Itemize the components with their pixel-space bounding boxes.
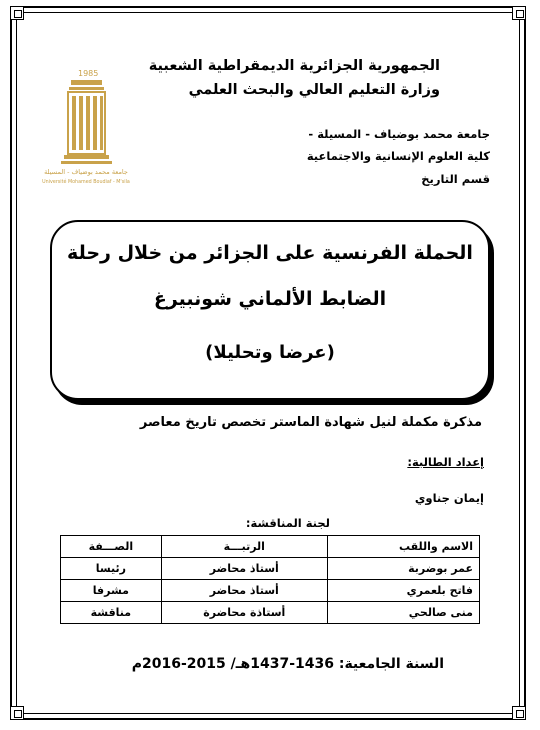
header-role: الصـــفة	[61, 536, 162, 558]
student-name: إيمان جناوي	[414, 491, 484, 505]
department-name: قسم التاريخ	[421, 172, 490, 186]
member-name: فاتح بلعمري	[327, 580, 479, 602]
thesis-title-line-2: الضابط الألماني شونبيرغ	[153, 288, 387, 310]
member-name: منى صالحي	[327, 602, 479, 624]
university-logo	[28, 66, 168, 190]
faculty-name: كلية العلوم الإنسانية والاجتماعية	[306, 149, 490, 163]
logo-name-latin: Université Mohamed Boudiaf - M'sila	[42, 180, 130, 185]
corner-ornament-top-right	[512, 6, 526, 20]
table-header-row	[61, 536, 480, 558]
member-role: مناقشة	[61, 602, 162, 624]
committee-table	[60, 535, 480, 624]
republic-heading: الجمهورية الجزائرية الديمقراطية الشعبية	[148, 58, 440, 74]
logo-year: 1985	[78, 69, 99, 78]
ministry-heading: وزارة التعليم العالي والبحث العلمي	[188, 82, 440, 98]
table-row	[61, 580, 480, 602]
academic-year: السنة الجامعية: 1436-1437هـ/ 2015-2016م	[131, 656, 444, 672]
prepared-by-label: إعداد الطالبة:	[407, 455, 484, 469]
committee-label: لجنة المناقشة:	[245, 516, 330, 530]
memo-description: مذكرة مكملة لنيل شهادة الماستر تخصص تاريخ معاصر	[139, 415, 482, 430]
thesis-title-line-3: (عرضا وتحليلا)	[205, 342, 335, 363]
member-rank: أستاذ محاضر	[161, 558, 327, 580]
table-row	[61, 602, 480, 624]
member-role: مشرفا	[61, 580, 162, 602]
corner-ornament-bottom-left	[10, 706, 24, 720]
member-rank: أستاذة محاضرة	[161, 602, 327, 624]
member-rank: أستاذ محاضر	[161, 580, 327, 602]
corner-ornament-top-left	[10, 6, 24, 20]
corner-ornament-bottom-right	[512, 706, 526, 720]
header-rank: الرتبـــة	[161, 536, 327, 558]
thesis-title-box	[50, 220, 490, 400]
university-name: جامعة محمد بوضياف - المسيلة -	[308, 127, 490, 141]
member-name: عمر بوضربة	[327, 558, 479, 580]
header-name: الاسم واللقب	[327, 536, 479, 558]
member-role: رئيسا	[61, 558, 162, 580]
thesis-title-line-1: الحملة الفرنسية على الجزائر من خلال رحلة	[67, 242, 473, 264]
logo-name-arabic: جامعة محمد بوضياف - المسيلة	[44, 168, 128, 176]
table-row	[61, 558, 480, 580]
